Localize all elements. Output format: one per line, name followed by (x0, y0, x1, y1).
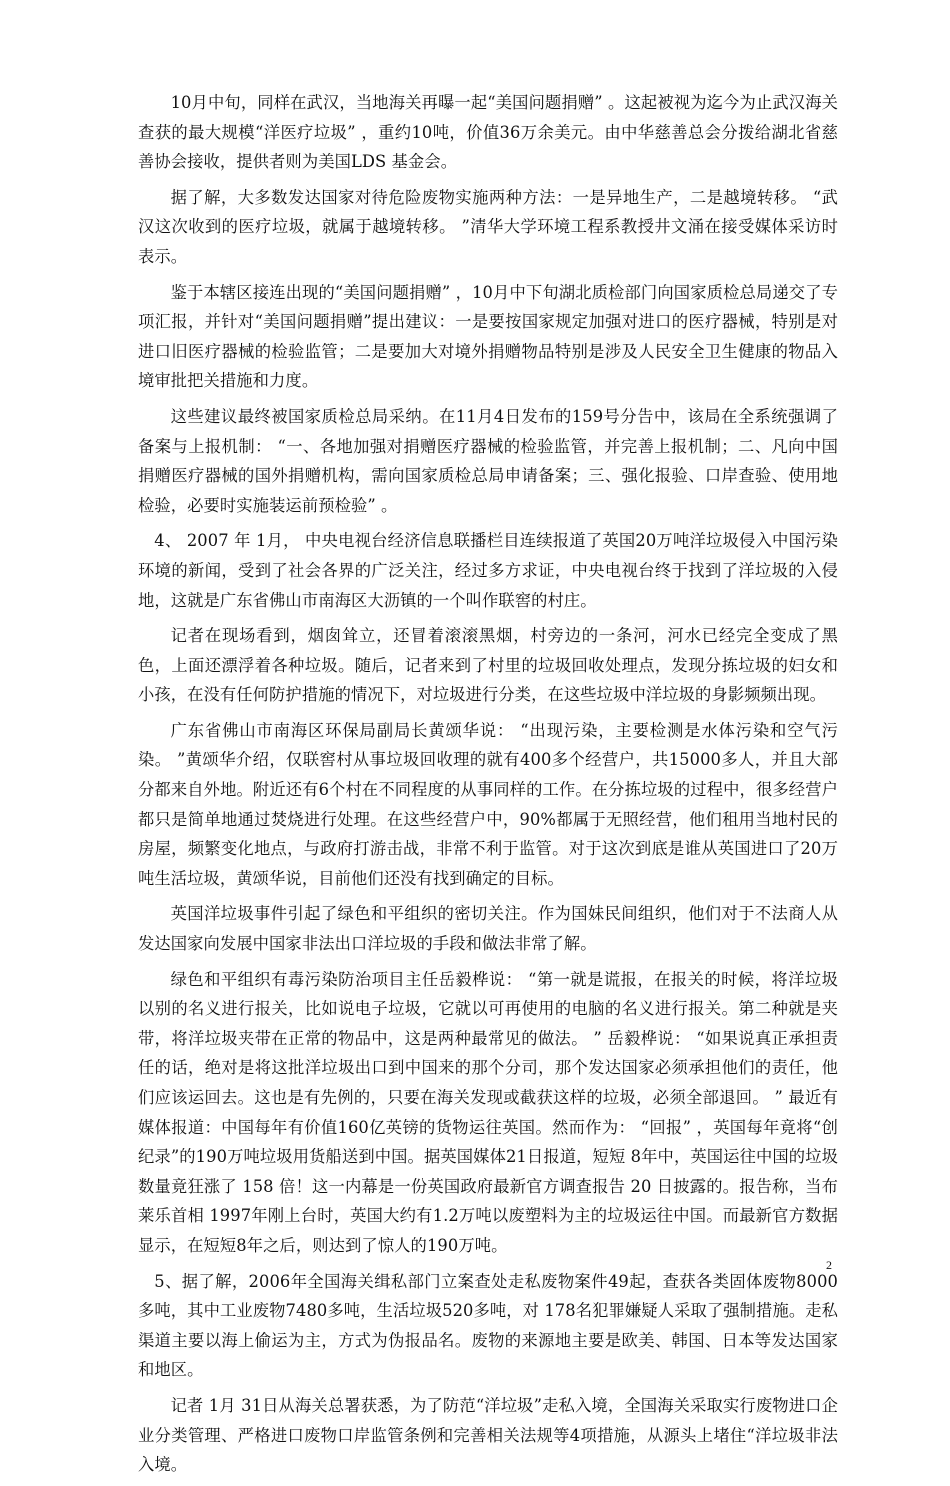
paragraph-reporter-scene: 记者在现场看到，烟囱耸立，还冒着滚滚黑烟，村旁边的一条河，河水已经完全变成了黑色，上面还漂浮着各种垃圾。随后，记者来到了村里的垃圾回收处理点，发现分拣垃圾的妇女和小孩，在没有任何防护措施的情况下，对垃圾进行分类，在这些垃圾中洋垃圾的身影频频出现。 (138, 626, 838, 705)
paragraph-wuhan-donation: 10月中旬，同样在武汉，当地海关再曝一起“美国问题捐赠” 。这起被视为迄今为止武汉海关查获的最大规模“洋医疗垃圾” ，重约10吨，价值36万余美元。由中华慈善总会分拨给湖北省慈善协会接收，提供者则为美国LDS 基金会。 (138, 93, 838, 172)
paragraph-hubei-suggestions: 鉴于本辖区接连出现的“美国问题捐赠” ，10月中下旬湖北质检部门向国家质检总局递交了专项汇报，并针对“美国问题捐赠”提出建议：一是要按国家规定加强对进口的医疗器械，特别是对进口旧医疗器械的检验监管；二是要加大对境外捐赠物品特别是涉及人民安全卫生健康的物品入境审批把关措施和力度。 (138, 282, 838, 391)
page-body (138, 88, 838, 1486)
paragraph-huang-songhua: 广东省佛山市南海区环保局副局长黄颂华说： “出现污染，主要检测是水体污染和空气污染。 ”黄颂华介绍，仅联窖村从事垃圾回收理的就有400多个经营户，共15000多人，并且大部分都来自外地。附近还有6个村在不同程度的从事同样的工作。在分拣垃圾的过程中，很多经营户都只是简单地通过焚烧进行处理。在这些经营户中，90%都属于无照经营，他们租用当地村民的房屋，频繁变化地点，与政府打游击战，非常不利于监管。对于这次到底是谁从英国进口了20万吨生活垃圾，黄颂华说，目前他们还没有找到确定的目标。 (138, 720, 838, 888)
paragraph-customs-cases: 5、据了解，2006年全国海关缉私部门立案查处走私废物案件49起，查获各类固体废物8000多吨，其中工业废物7480多吨，生活垃圾520多吨，对 178名犯罪嫌疑人采取了强制措施。走私渠道主要以海上偷运为主，方式为伪报品名。废物的来源地主要是欧美、韩国、日本等发达国家和地区。 (138, 1271, 838, 1380)
paragraph-cross-border-transfer: 据了解，大多数发达国家对待危险废物实施两种方法：一是异地生产，二是越境转移。 “武汉这次收到的医疗垃圾，就属于越境转移。 ”清华大学环境工程系教授井文涌在接受媒体采访时表示。 (138, 187, 838, 266)
page-number: 2 (826, 1258, 832, 1272)
paragraph-aqsiq-adoption: 这些建议最终被国家质检总局采纳。在11月4日发布的159号分告中，该局在全系统强调了备案与上报机制： “一、各地加强对捐赠医疗器械的检验监管，并完善上报机制；二、凡向中国捐赠医疗器械的国外捐赠机构，需向国家质检总局申请备案；三、强化报验、口岸查验、使用地检验，必要时实施装运前预检验” 。 (138, 406, 838, 515)
paragraph-greenpeace-attention: 英国洋垃圾事件引起了绿色和平组织的密切关注。作为国妹民间组织，他们对于不法商人从发达国家向发展中国家非法出口洋垃圾的手段和做法非常了解。 (138, 904, 838, 954)
paragraph-customs-measures: 记者 1月 31日从海关总署获悉，为了防范“洋垃圾”走私入境，全国海关采取实行废物进口企业分类管理、严格进口废物口岸监管条例和完善相关法规等4项措施，从源头上堵住“洋垃圾非法入境。 (138, 1395, 838, 1475)
paragraph-greenpeace-methods: 绿色和平组织有毒污染防治项目主任岳毅桦说： “第一就是谎报，在报关的时候，将洋垃圾以别的名义进行报关，比如说电子垃圾，它就以可再使用的电脑的名义进行报关。第二种就是夹带，将洋垃圾夹带在正常的物品中，这是两种最常见的做法。 ” 岳毅桦说： “如果说真正承担责任的话，绝对是将这批洋垃圾出口到中国来的那个分司，那个发达国家必须承担他们的责任，他们应该运回去。这也是有先例的，只要在海关发现或截获这样的垃圾，必须全部退回。 ” 最近有媒体报道：中国每年有价值160亿英镑的货物运往英国。然而作为： “回报” ，英国每年竟将“创纪录”的190万吨垃圾用货船送到中国。据英国媒体21日报道，短短 8年中，英国运往中国的垃圾数量竟狂涨了 158 倍！这一内幕是一份英国政府最新官方调查报告 20 日披露的。报告称，当布莱乐首相 1997年刚上台时，英国大约有1.2万吨以废塑料为主的垃圾运往中国。而最新官方数据显示，在短短8年之后，则达到了惊人的190万吨。 (138, 969, 838, 1255)
paragraph-cctv-report: 4、 2007 年 1月， 中央电视台经济信息联播栏目连续报道了英国20万吨洋垃圾侵入中国污染环境的新闻，受到了社会各界的广泛关注，经过多方求证，中央电视台终于找到了洋垃圾的入侵地，这就是广东省佛山市南海区大沥镇的一个叫作联窖的村庄。 (138, 531, 838, 610)
